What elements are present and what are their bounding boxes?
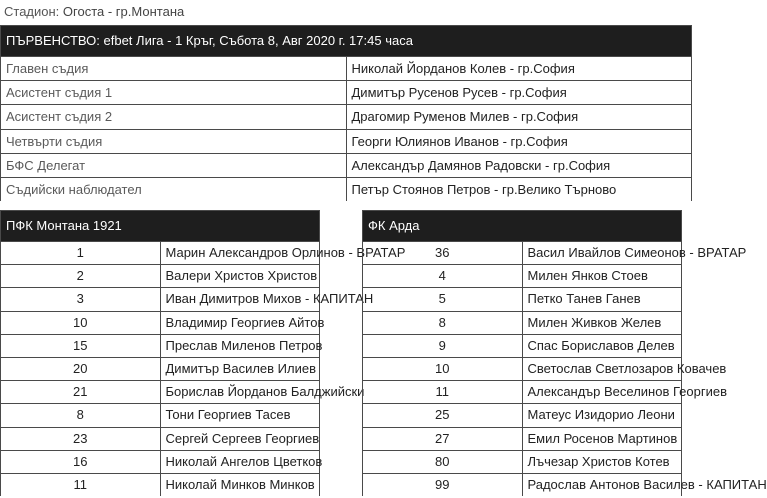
player-number: 36 [363,242,523,265]
player-number: 10 [363,357,523,380]
player-number: 11 [363,381,523,404]
player-number: 1 [1,242,161,265]
official-name: Александър Дамянов Радовски - гр.София [346,153,692,177]
player-name: Радослав Антонов Василев - КАПИТАН [522,473,682,496]
player-name: Валери Христов Христов [160,265,320,288]
player-row [1,473,320,496]
player-row [1,334,320,357]
official-name: Николай Йорданов Колев - гр.София [346,57,692,81]
player-row [363,381,682,404]
official-role: Асистент съдия 1 [1,81,347,105]
player-row [1,404,320,427]
official-row [1,57,692,81]
player-name: Владимир Георгиев Айтов [160,311,320,334]
player-row [1,242,320,265]
player-name: Преслав Миленов Петров [160,334,320,357]
official-role: Асистент съдия 2 [1,105,347,129]
player-row [1,265,320,288]
player-name: Милен Живков Желев [522,311,682,334]
player-number: 21 [1,381,161,404]
player-row [1,357,320,380]
official-row [1,177,692,201]
away-team-name: ФК Арда [363,211,682,242]
player-number: 16 [1,450,161,473]
player-number: 27 [363,427,523,450]
player-row [1,450,320,473]
player-name: Милен Янков Стоев [522,265,682,288]
official-name: Драгомир Руменов Милев - гр.София [346,105,692,129]
official-row [1,105,692,129]
player-row [1,427,320,450]
player-number: 11 [1,473,161,496]
player-name: Светослав Светлозаров Ковачев [522,357,682,380]
player-name: Тони Георгиев Тасев [160,404,320,427]
player-name: Александър Веселинов Георгиев [522,381,682,404]
player-name: Николай Ангелов Цветков [160,450,320,473]
player-number: 5 [363,288,523,311]
official-row [1,81,692,105]
player-name: Петко Танев Ганев [522,288,682,311]
player-number: 20 [1,357,161,380]
player-number: 3 [1,288,161,311]
match-officials-table [0,25,692,201]
official-role: Главен съдия [1,57,347,81]
player-number: 25 [363,404,523,427]
player-number: 9 [363,334,523,357]
away-team-header [363,211,682,242]
player-row [363,311,682,334]
player-row [363,473,682,496]
player-number: 8 [1,404,161,427]
player-name: Марин Александров Орлинов - ВРАТАР [160,242,320,265]
player-number: 80 [363,450,523,473]
player-row [363,404,682,427]
player-row [363,334,682,357]
official-role: Четвърти съдия [1,129,347,153]
player-row [363,242,682,265]
player-row [363,288,682,311]
player-number: 15 [1,334,161,357]
home-team-header [1,211,320,242]
player-name: Лъчезар Христов Котев [522,450,682,473]
player-row [1,288,320,311]
player-row [363,357,682,380]
player-name: Васил Ивайлов Симеонов - ВРАТАР [522,242,682,265]
home-team-name: ПФК Монтана 1921 [1,211,320,242]
official-name: Георги Юлиянов Иванов - гр.София [346,129,692,153]
player-name: Матеус Изидорио Леони [522,404,682,427]
player-name: Димитър Василев Илиев [160,357,320,380]
player-row [1,381,320,404]
official-role: Съдийски наблюдател [1,177,347,201]
player-row [363,427,682,450]
player-name: Борислав Йорданов Балджийски [160,381,320,404]
player-row [363,265,682,288]
player-name: Сергей Сергеев Георгиев [160,427,320,450]
player-name: Иван Димитров Михов - КАПИТАН [160,288,320,311]
stadium-value: Огоста - гр.Монтана [62,4,185,19]
official-row [1,129,692,153]
match-header: ПЪРВЕНСТВО: efbet Лига - 1 Кръг, Събота 8, Авг 2020 г. 17:45 часа [1,26,692,57]
match-header-row [1,26,692,57]
official-role: БФС Делегат [1,153,347,177]
stadium-label: Стадион: [4,4,60,19]
player-name: Николай Минков Минков [160,473,320,496]
away-team-table [362,210,767,496]
player-row [1,311,320,334]
player-number: 23 [1,427,161,450]
player-number: 99 [363,473,523,496]
player-number: 10 [1,311,161,334]
stadium-line [4,2,184,22]
official-name: Димитър Русенов Русев - гр.София [346,81,692,105]
player-number: 8 [363,311,523,334]
player-number: 4 [363,265,523,288]
player-name: Спас Бориславов Делев [522,334,682,357]
official-row [1,153,692,177]
player-row [363,450,682,473]
player-name: Емил Росенов Мартинов [522,427,682,450]
player-number: 2 [1,265,161,288]
official-name: Петър Стоянов Петров - гр.Велико Търново [346,177,692,201]
